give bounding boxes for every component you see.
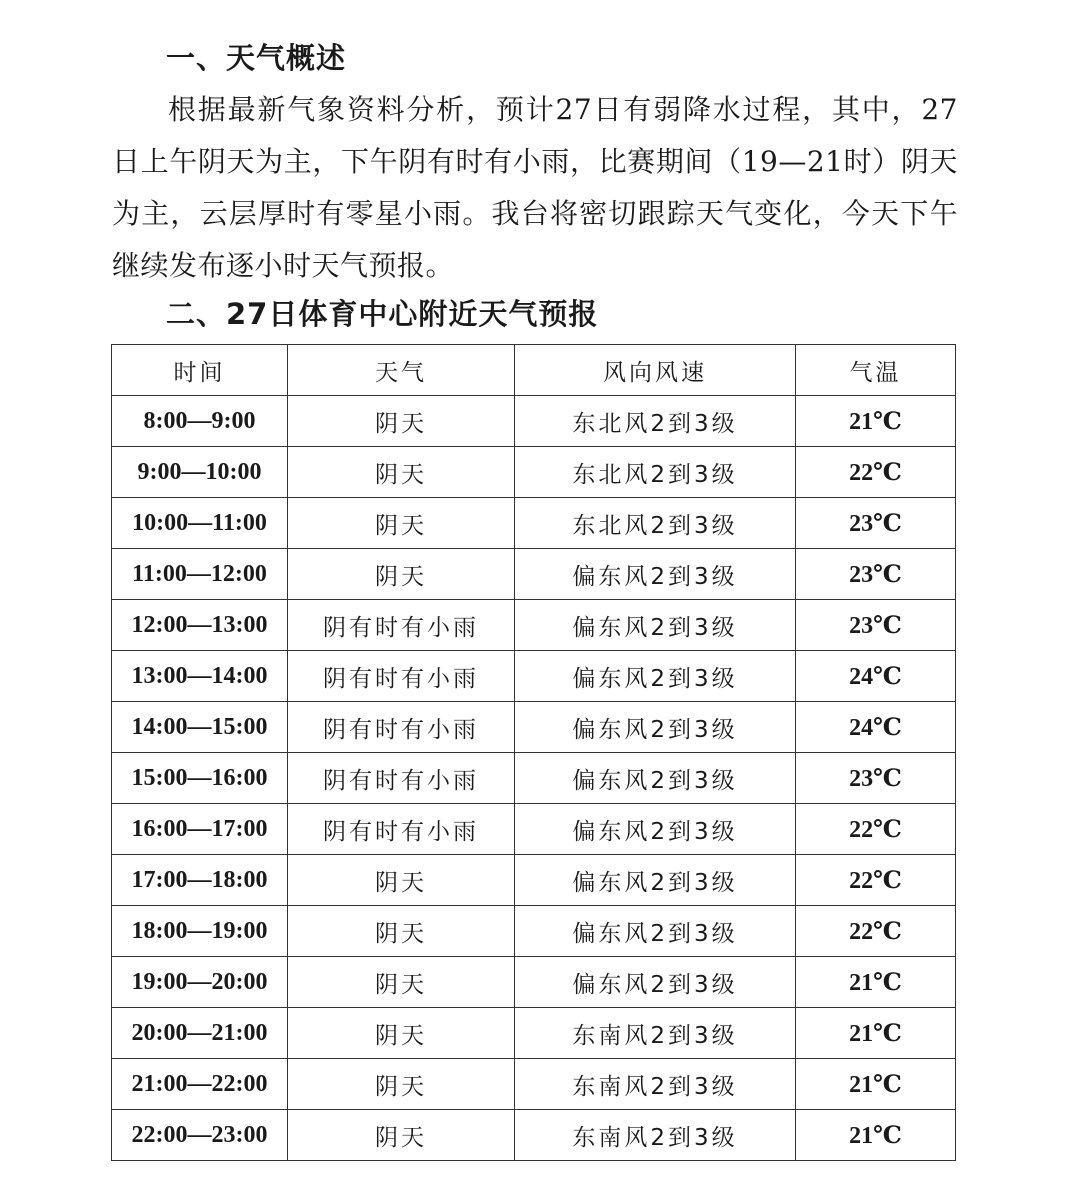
- table-row: [112, 651, 956, 702]
- cell-temp: 24℃: [796, 651, 956, 702]
- paragraph-line: 为主，云层厚时有零星小雨。我台将密切跟踪天气变化，今天下午: [112, 197, 958, 230]
- table-row: [112, 549, 956, 600]
- table-row: [112, 498, 956, 549]
- paragraph-line: 继续发布逐小时天气预报。: [112, 249, 455, 282]
- cell-weather: 阴天: [288, 957, 515, 1008]
- cell-weather: 阴有时有小雨: [288, 753, 515, 804]
- table-row: [112, 906, 956, 957]
- cell-wind: 东南风2到3级: [515, 1110, 796, 1161]
- cell-weather: 阴天: [288, 906, 515, 957]
- cell-time: 16:00—17:00: [112, 804, 288, 855]
- cell-weather: 阴天: [288, 549, 515, 600]
- cell-weather: 阴有时有小雨: [288, 600, 515, 651]
- cell-wind: 偏东风2到3级: [515, 600, 796, 651]
- table-row: [112, 447, 956, 498]
- cell-weather: 阴天: [288, 855, 515, 906]
- cell-time: 14:00—15:00: [112, 702, 288, 753]
- cell-wind: 东北风2到3级: [515, 447, 796, 498]
- cell-weather: 阴天: [288, 1008, 515, 1059]
- cell-weather: 阴有时有小雨: [288, 702, 515, 753]
- cell-weather: 阴天: [288, 396, 515, 447]
- table-row: [112, 1008, 956, 1059]
- header-time: 时间: [112, 345, 288, 396]
- cell-time: 10:00—11:00: [112, 498, 288, 549]
- cell-weather: 阴天: [288, 1110, 515, 1161]
- cell-temp: 21℃: [796, 957, 956, 1008]
- cell-wind: 东南风2到3级: [515, 1008, 796, 1059]
- cell-time: 13:00—14:00: [112, 651, 288, 702]
- table-row: [112, 753, 956, 804]
- table-row: [112, 702, 956, 753]
- cell-temp: 24℃: [796, 702, 956, 753]
- cell-temp: 22℃: [796, 804, 956, 855]
- header-temp: 气温: [796, 345, 956, 396]
- header-wind: 风向风速: [515, 345, 796, 396]
- cell-wind: 偏东风2到3级: [515, 753, 796, 804]
- cell-wind: 偏东风2到3级: [515, 957, 796, 1008]
- cell-wind: 偏东风2到3级: [515, 651, 796, 702]
- cell-wind: 偏东风2到3级: [515, 855, 796, 906]
- cell-time: 18:00—19:00: [112, 906, 288, 957]
- section-heading-overview: 一、天气概述: [166, 41, 347, 75]
- cell-time: 15:00—16:00: [112, 753, 288, 804]
- cell-time: 11:00—12:00: [112, 549, 288, 600]
- table-row: [112, 396, 956, 447]
- cell-temp: 22℃: [796, 855, 956, 906]
- cell-temp: 22℃: [796, 447, 956, 498]
- cell-temp: 21℃: [796, 1110, 956, 1161]
- table-header-row: [112, 345, 956, 396]
- table-row: [112, 804, 956, 855]
- section-heading-forecast: 二、27日体育中心附近天气预报: [166, 297, 599, 331]
- paragraph-line: 日上午阴天为主，下午阴有时有小雨，比赛期间（19—21时）阴天: [112, 145, 958, 178]
- table-row: [112, 957, 956, 1008]
- cell-wind: 东北风2到3级: [515, 498, 796, 549]
- cell-temp: 23℃: [796, 753, 956, 804]
- cell-temp: 23℃: [796, 600, 956, 651]
- table-row: [112, 1110, 956, 1161]
- overview-paragraph: [112, 84, 958, 292]
- cell-wind: 东北风2到3级: [515, 396, 796, 447]
- cell-weather: 阴有时有小雨: [288, 651, 515, 702]
- cell-wind: 偏东风2到3级: [515, 549, 796, 600]
- header-weather: 天气: [288, 345, 515, 396]
- cell-time: 12:00—13:00: [112, 600, 288, 651]
- table-row: [112, 855, 956, 906]
- forecast-table: [111, 344, 956, 1161]
- cell-time: 9:00—10:00: [112, 447, 288, 498]
- cell-temp: 23℃: [796, 549, 956, 600]
- paragraph-line: 根据最新气象资料分析，预计27日有弱降水过程，其中，27: [168, 93, 958, 126]
- cell-time: 21:00—22:00: [112, 1059, 288, 1110]
- table-row: [112, 1059, 956, 1110]
- cell-temp: 23℃: [796, 498, 956, 549]
- cell-time: 20:00—21:00: [112, 1008, 288, 1059]
- cell-temp: 21℃: [796, 396, 956, 447]
- cell-temp: 21℃: [796, 1059, 956, 1110]
- cell-temp: 22℃: [796, 906, 956, 957]
- table-row: [112, 600, 956, 651]
- cell-weather: 阴有时有小雨: [288, 804, 515, 855]
- cell-time: 8:00—9:00: [112, 396, 288, 447]
- cell-time: 19:00—20:00: [112, 957, 288, 1008]
- cell-temp: 21℃: [796, 1008, 956, 1059]
- cell-wind: 偏东风2到3级: [515, 804, 796, 855]
- cell-wind: 偏东风2到3级: [515, 702, 796, 753]
- cell-weather: 阴天: [288, 1059, 515, 1110]
- cell-time: 22:00—23:00: [112, 1110, 288, 1161]
- cell-weather: 阴天: [288, 447, 515, 498]
- cell-wind: 偏东风2到3级: [515, 906, 796, 957]
- cell-time: 17:00—18:00: [112, 855, 288, 906]
- cell-weather: 阴天: [288, 498, 515, 549]
- cell-wind: 东南风2到3级: [515, 1059, 796, 1110]
